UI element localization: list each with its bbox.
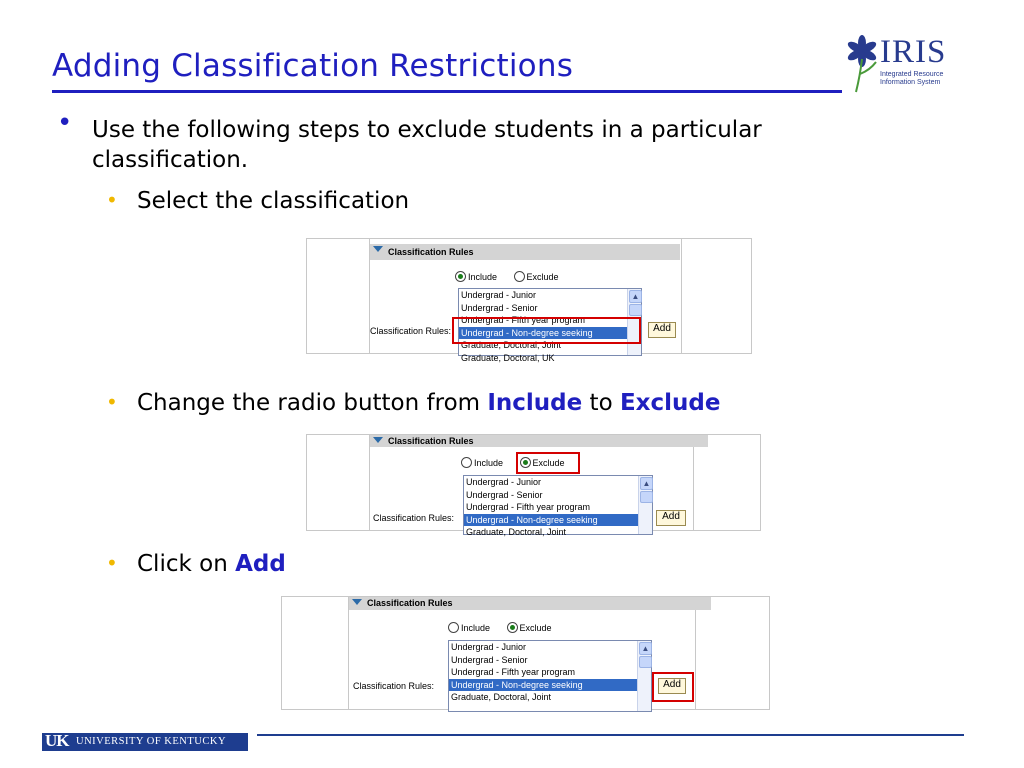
list-option-selected[interactable]: Undergrad - Non-degree seeking xyxy=(449,679,651,692)
classification-listbox[interactable] xyxy=(448,640,652,712)
list-option[interactable]: Graduate, Doctoral, Joint xyxy=(461,340,562,350)
iris-logo xyxy=(842,34,952,94)
list-option[interactable]: Graduate, Doctoral, UK xyxy=(461,352,555,363)
university-logo xyxy=(42,733,248,751)
logo-tagline: Integrated Resource Information System xyxy=(880,71,944,86)
uk-mark: UK xyxy=(45,731,69,750)
list-option[interactable]: Undergrad - Junior xyxy=(466,477,542,487)
classification-rules-label: Classification Rules: xyxy=(373,513,455,523)
list-option[interactable]: Undergrad - Junior xyxy=(461,290,537,300)
list-option[interactable]: Graduate, Doctoral, Joint xyxy=(466,527,567,537)
intro-text: Use the following steps to exclude students in a particular classification. xyxy=(92,117,762,173)
list-option[interactable]: Undergrad - Senior xyxy=(451,654,528,665)
list-option[interactable]: Undergrad - Fifth year program xyxy=(461,315,586,325)
list-option-selected[interactable]: Undergrad - Non-degree seeking xyxy=(459,327,641,340)
scroll-up-icon[interactable]: ▲ xyxy=(639,642,652,655)
list-option[interactable]: Graduate, Doctoral, Joint xyxy=(451,692,552,702)
collapse-triangle-icon[interactable] xyxy=(373,246,383,252)
list-option[interactable]: Undergrad - Junior xyxy=(451,642,527,652)
step-1-text: Select the classification xyxy=(137,188,410,214)
university-name: UNIVERSITY OF KENTUCKY xyxy=(76,736,227,747)
collapse-triangle-icon[interactable] xyxy=(373,437,383,443)
highlight-box xyxy=(452,317,641,344)
screenshot-change-radio xyxy=(306,434,761,537)
include-radio[interactable] xyxy=(455,271,466,282)
screenshot-click-add xyxy=(281,596,770,710)
scroll-up-icon[interactable]: ▲ xyxy=(629,290,642,303)
sub-bullet-dot: • xyxy=(106,390,118,414)
classification-listbox[interactable] xyxy=(463,475,653,535)
add-button[interactable]: Add xyxy=(658,678,686,694)
include-radio[interactable] xyxy=(448,622,459,633)
exclude-radio[interactable] xyxy=(507,622,518,633)
footer-rule xyxy=(257,734,964,736)
scroll-thumb[interactable] xyxy=(640,491,653,503)
step-3-text: Click on Add xyxy=(137,551,286,577)
scroll-thumb[interactable] xyxy=(629,304,642,316)
classification-rules-label: Classification Rules: xyxy=(353,681,435,691)
list-option[interactable]: Undergrad - Senior xyxy=(466,489,543,500)
classification-rules-label: Classification Rules: xyxy=(370,326,452,336)
screenshot-select-classification xyxy=(306,238,752,363)
title-underline xyxy=(52,90,842,93)
include-exclude-radios: Include Exclude xyxy=(461,457,579,468)
slide-title: Adding Classification Restrictions xyxy=(52,48,574,84)
logo-wordmark: IRIS xyxy=(880,34,947,70)
flower-icon xyxy=(842,34,882,94)
list-option[interactable]: Undergrad - Fifth year program xyxy=(466,502,591,512)
listbox-scrollbar[interactable] xyxy=(637,641,651,711)
list-option[interactable]: Undergrad - Fifth year program xyxy=(451,667,576,677)
highlight-box xyxy=(652,672,694,702)
include-exclude-radios: Include Exclude xyxy=(455,271,573,282)
list-option-selected[interactable]: Undergrad - Non-degree seeking xyxy=(464,514,652,527)
bullet-dot: • xyxy=(57,108,73,138)
highlight-box xyxy=(516,452,580,474)
add-button[interactable]: Add xyxy=(648,322,676,338)
scroll-thumb[interactable] xyxy=(639,656,652,668)
sub-bullet-dot: • xyxy=(106,188,118,212)
section-header: Classification Rules xyxy=(370,435,708,447)
collapse-triangle-icon[interactable] xyxy=(352,599,362,605)
step-2-text: Change the radio button from Include to Exclude xyxy=(137,390,721,416)
add-button[interactable]: Add xyxy=(656,510,686,526)
scroll-up-icon[interactable]: ▲ xyxy=(640,477,653,490)
section-header: Classification Rules xyxy=(370,244,680,260)
listbox-scrollbar[interactable] xyxy=(638,476,652,534)
sub-bullet-dot: • xyxy=(106,551,118,575)
list-option[interactable]: Undergrad - Senior xyxy=(461,302,538,313)
section-header: Classification Rules xyxy=(349,597,711,610)
include-radio[interactable] xyxy=(461,457,472,468)
exclude-radio[interactable] xyxy=(514,271,525,282)
include-exclude-radios: Include Exclude xyxy=(448,622,566,633)
